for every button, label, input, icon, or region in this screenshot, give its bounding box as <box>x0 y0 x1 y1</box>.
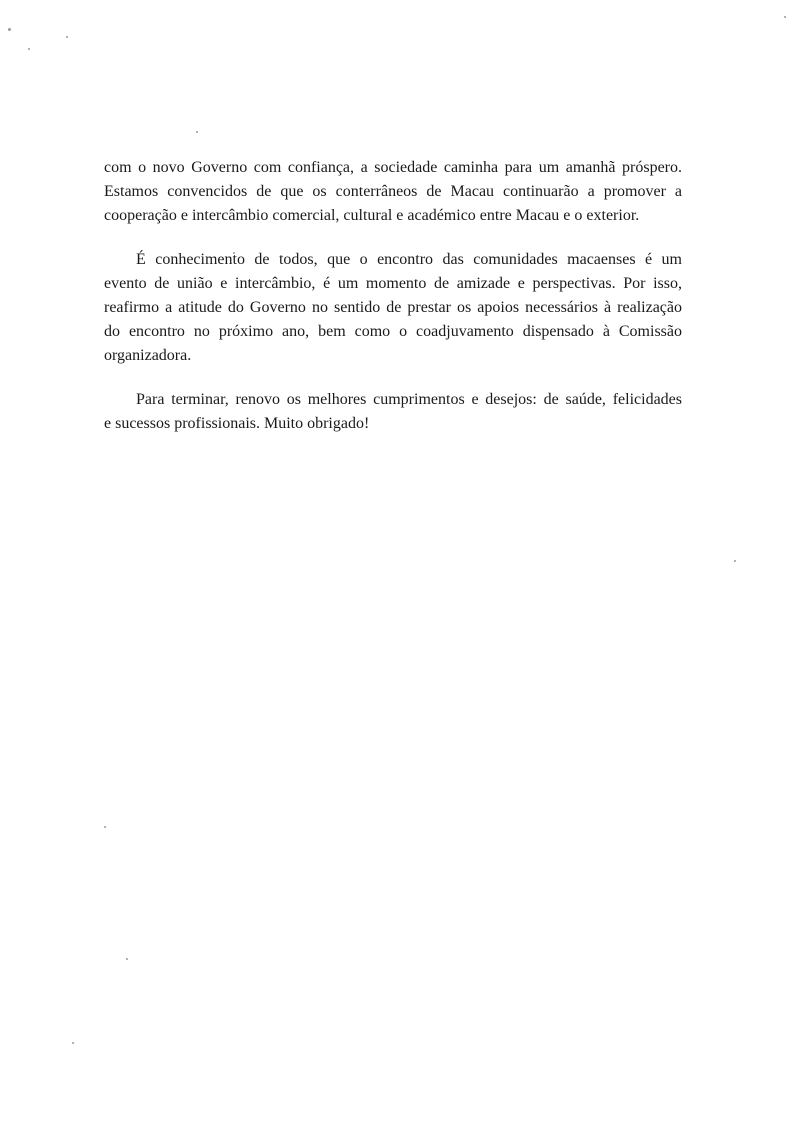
paragraph-2 <box>104 248 682 368</box>
text-line: Estamos convencidos de que os conterrâneos de Macau continuarão a promover a <box>104 183 682 200</box>
text-line: Para terminar, renovo os melhores cumprimentos e desejos: de saúde, felicidades <box>136 391 682 408</box>
text-line: reafirmo a atitude do Governo no sentido de prestar os apoios necessários à realização <box>104 299 682 316</box>
text-line: cooperação e intercâmbio comercial, cultural e académico entre Macau e o exterior. <box>104 207 640 224</box>
text-line: e sucessos profissionais. Muito obrigado! <box>104 415 370 432</box>
paragraph-3 <box>104 388 682 436</box>
scan-speck <box>126 958 128 960</box>
scan-speck <box>104 826 106 828</box>
text-line: do encontro no próximo ano, bem como o coadjuvamento dispensado à Comissão <box>104 323 682 340</box>
scan-speck <box>784 16 786 18</box>
text-line: É conhecimento de todos, que o encontro das comunidades macaenses é um <box>136 251 682 268</box>
scan-speck <box>8 28 11 31</box>
text-line: organizadora. <box>104 347 192 364</box>
paragraph-1 <box>104 156 682 228</box>
scan-speck <box>72 1042 74 1044</box>
body-text <box>104 156 682 456</box>
scan-speck <box>196 131 198 133</box>
scan-speck <box>66 36 68 38</box>
scan-speck <box>734 560 736 562</box>
scan-speck <box>28 48 30 50</box>
text-line: com o novo Governo com confiança, a sociedade caminha para um amanhã próspero. <box>104 159 682 176</box>
text-line: evento de união e intercâmbio, é um momento de amizade e perspectivas. Por isso, <box>104 275 682 292</box>
